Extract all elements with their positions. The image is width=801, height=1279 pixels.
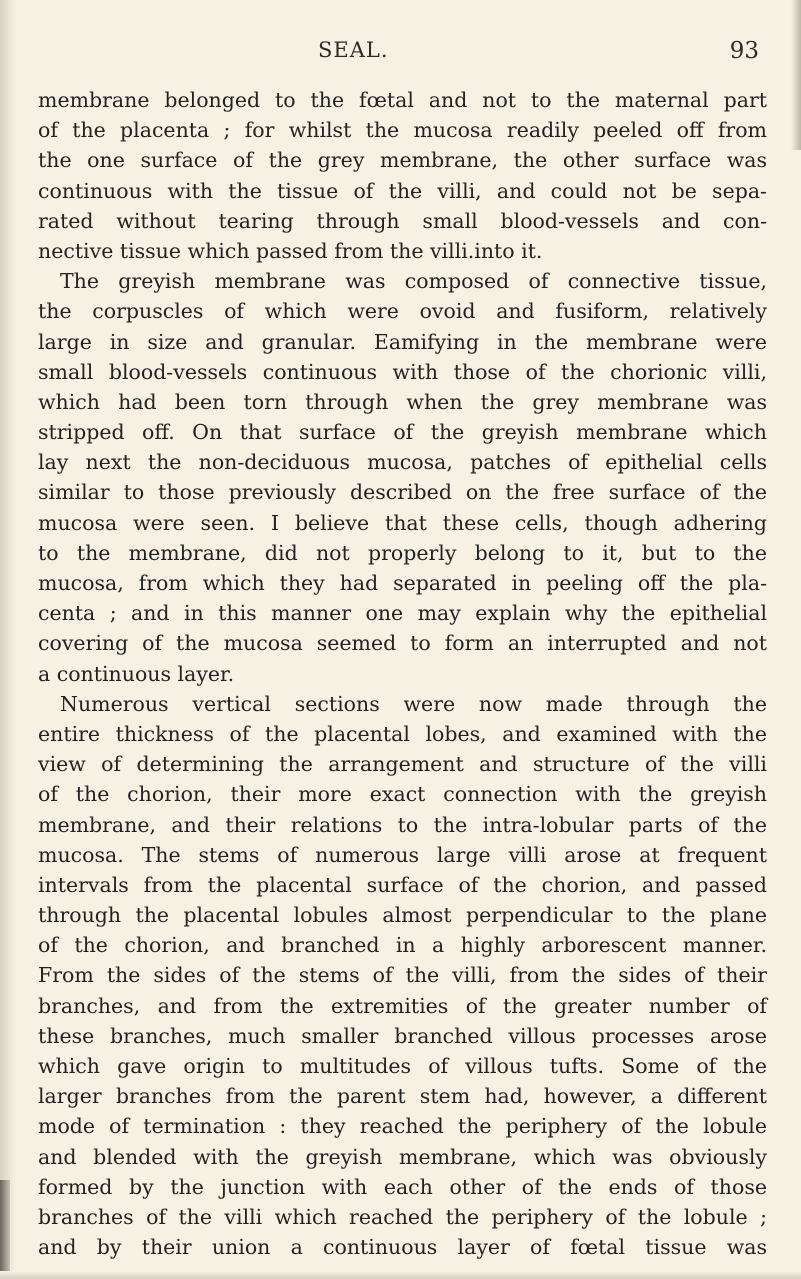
text-line: and by their union a continuous layer of fœtal tissue was bbox=[38, 1235, 767, 1260]
text-line: mucosa were seen. I believe that these cells, though adhering bbox=[38, 510, 767, 535]
text-line: similar to those previously described on the free surface of the bbox=[38, 480, 767, 505]
text-line: these branches, much smaller branched villous processes arose bbox=[38, 1023, 767, 1048]
text-line: a continuous layer. bbox=[38, 661, 235, 686]
text-line: larger branches from the parent stem had, however, a different bbox=[38, 1084, 767, 1109]
text-line: large in size and granular. Eamifying in the membrane were bbox=[38, 329, 767, 354]
text-line: covering of the mucosa seemed to form an interrupted and not bbox=[38, 631, 767, 656]
text-line: branches, and from the extremities of the greater number of bbox=[38, 993, 767, 1018]
text-line: mode of termination : they reached the periphery of the lobule bbox=[38, 1114, 767, 1139]
text-line: small blood-vessels continuous with those of the chorionic villi, bbox=[38, 359, 767, 384]
text-line: From the sides of the stems of the villi, from the sides of their bbox=[38, 963, 767, 988]
text-line: which gave origin to multitudes of villous tufts. Some of the bbox=[38, 1054, 767, 1078]
text-line: of the placenta ; for whilst the mucosa readily peeled off from bbox=[38, 118, 767, 143]
body-text bbox=[38, 85, 767, 1262]
text-line: mucosa. The stems of numerous large villi arose at frequent bbox=[38, 842, 767, 867]
text-line: the corpuscles of which were ovoid and fusiform, relatively bbox=[38, 299, 767, 324]
binding-edge bbox=[0, 1180, 10, 1279]
text-line: rated without tearing through small blood-vessels and con- bbox=[38, 208, 767, 233]
text-line: of the chorion, and branched in a highly arborescent manner. bbox=[38, 933, 767, 958]
text-line: which had been torn through when the grey membrane was bbox=[38, 389, 767, 414]
text-line: Numerous vertical sections were now made through the bbox=[60, 691, 767, 716]
text-line: mucosa, from which they had separated in peeling off the pla- bbox=[38, 571, 767, 595]
text-line: intervals from the placental surface of the chorion, and passed bbox=[38, 872, 767, 897]
running-head: SEAL. bbox=[318, 38, 389, 62]
page-edge-shadow bbox=[791, 0, 801, 150]
text-line: centa ; and in this manner one may explain why the epithelial bbox=[38, 601, 767, 626]
text-line: membrane belonged to the fœtal and not to the maternal part bbox=[38, 88, 767, 112]
text-line: and blended with the greyish membrane, which was obviously bbox=[38, 1144, 767, 1169]
text-line: entire thickness of the placental lobes, and examined with the bbox=[38, 721, 767, 746]
text-line: branches of the villi which reached the periphery of the lobule ; bbox=[38, 1204, 767, 1229]
page-header bbox=[0, 38, 801, 68]
text-line: view of determining the arrangement and structure of the villi bbox=[38, 752, 767, 777]
text-line: The greyish membrane was composed of connective tissue, bbox=[60, 269, 767, 294]
text-line: lay next the non-deciduous mucosa, patches of epithelial cells bbox=[38, 450, 767, 475]
text-line: the one surface of the grey membrane, the other surface was bbox=[38, 148, 767, 173]
page-bottom-edge bbox=[0, 1271, 801, 1279]
text-line: formed by the junction with each other of the ends of those bbox=[38, 1174, 767, 1199]
text-line: continuous with the tissue of the villi, and could not be sepa- bbox=[38, 178, 767, 203]
text-line: nective tissue which passed from the villi.into it. bbox=[38, 238, 543, 263]
text-line: of the chorion, their more exact connection with the greyish bbox=[38, 782, 767, 807]
text-line: stripped off. On that surface of the greyish membrane which bbox=[38, 420, 767, 445]
page-number: 93 bbox=[729, 38, 759, 64]
text-line: through the placental lobules almost perpendicular to the plane bbox=[38, 903, 767, 928]
text-line: membrane, and their relations to the intra-lobular parts of the bbox=[38, 812, 767, 837]
text-line: to the membrane, did not properly belong to it, but to the bbox=[38, 540, 767, 565]
page-gutter-shadow bbox=[0, 0, 16, 1279]
